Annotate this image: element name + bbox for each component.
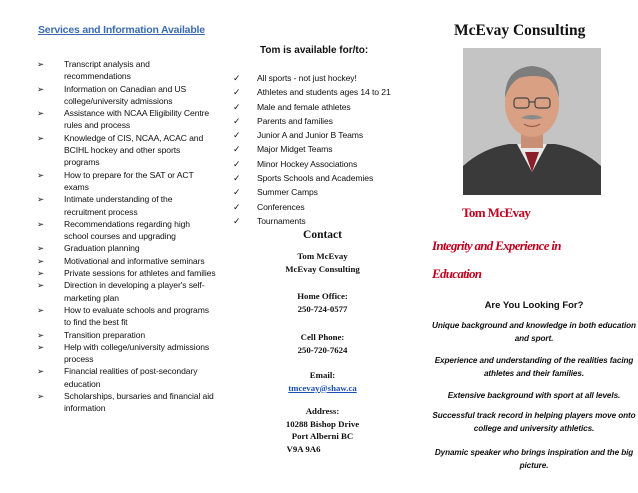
list-item [232, 171, 432, 185]
email-block [215, 369, 430, 394]
cell-block [215, 331, 430, 356]
contact-title: Contact [303, 229, 342, 241]
availability-list [232, 71, 432, 228]
check-icon: ✓ [233, 158, 241, 169]
list-item [232, 157, 432, 171]
arrow-bullet-icon: ➢ [37, 243, 45, 254]
address-block [215, 405, 430, 455]
home-office-phone: 250-724-0577 [297, 303, 348, 314]
list-item-text: Transcript analysis and recommendations [64, 59, 150, 82]
list-item-text: Transition preparation [64, 329, 146, 340]
home-office-label: Home Office: [297, 291, 348, 301]
arrow-bullet-icon: ➢ [37, 366, 45, 377]
arrow-bullet-icon: ➢ [37, 194, 45, 205]
check-icon: ✓ [233, 187, 241, 198]
list-item-text: Major Midget Teams [257, 144, 333, 155]
list-item [36, 169, 216, 194]
list-item [232, 100, 432, 114]
tagline-line2: Education [432, 266, 482, 281]
pitch-point: Successful track record in helping players move onto college and university athletics. [432, 411, 636, 433]
arrow-bullet-icon: ➢ [37, 304, 45, 315]
list-item [36, 83, 216, 108]
check-icon: ✓ [233, 115, 241, 126]
list-item-text: How to prepare for the SAT or ACT exams [64, 169, 194, 192]
check-icon: ✓ [233, 173, 241, 184]
list-item [36, 365, 216, 390]
address-line2: Port Alberni BC [291, 431, 354, 441]
pitch-point: Dynamic speaker who brings inspiration and the big picture. [434, 448, 634, 470]
list-item [36, 132, 216, 169]
list-item-text: Direction in developing a player's self-marketing plan [64, 280, 205, 303]
list-item [36, 341, 216, 366]
list-item-text: How to evaluate schools and programs to find the best fit [64, 304, 209, 328]
list-item [232, 200, 432, 214]
list-item-text: Information on Canadian and US college/university admissions [64, 83, 187, 106]
check-icon: ✓ [233, 101, 241, 112]
arrow-bullet-icon: ➢ [37, 108, 45, 119]
list-item-text: Recommendations regarding high school courses and upgrading [64, 218, 190, 242]
list-item [36, 107, 216, 132]
list-item [36, 218, 216, 243]
list-item [36, 255, 216, 267]
portrait-illustration [463, 48, 601, 195]
list-item-text: Scholarships, bursaries and financial aid information [64, 391, 214, 414]
home-office-block [215, 290, 430, 315]
list-item [36, 279, 216, 304]
arrow-bullet-icon: ➢ [37, 280, 45, 291]
list-item-text: Sports Schools and Academies [257, 173, 374, 184]
arrow-bullet-icon: ➢ [37, 341, 45, 352]
list-item-text: Minor Hockey Associations [257, 158, 358, 169]
arrow-bullet-icon: ➢ [37, 218, 45, 229]
email-link[interactable]: tmcevay@shaw.ca [288, 382, 357, 393]
list-item [36, 242, 216, 254]
address-line1: 10288 Bishop Drive [285, 418, 360, 429]
cell-phone: 250-720-7624 [297, 344, 348, 355]
tagline-line1: Integrity and Experience in [432, 238, 561, 253]
arrow-bullet-icon: ➢ [37, 169, 45, 180]
list-item [36, 390, 216, 415]
contact-name-block [215, 250, 430, 275]
list-item [36, 58, 216, 83]
availability-contact-panel [215, 0, 430, 493]
list-item-text: Knowledge of CIS, NCAA, ACAC and BCIHL hockey and other sports programs [64, 132, 204, 168]
arrow-bullet-icon: ➢ [37, 132, 45, 143]
question-heading: Are You Looking For? [484, 300, 584, 311]
list-item-text: Assistance with NCAA Eligibility Centre rules and process [64, 108, 210, 131]
services-list [36, 58, 216, 415]
arrow-bullet-icon: ➢ [37, 268, 45, 279]
services-panel [0, 0, 215, 493]
check-icon: ✓ [233, 130, 241, 141]
list-item [36, 267, 216, 279]
list-item [232, 214, 432, 228]
pitch-point: Extensive background with sport at all levels. [447, 391, 621, 400]
arrow-bullet-icon: ➢ [37, 83, 45, 94]
list-item-text: Help with college/university admissions process [64, 341, 210, 365]
cover-panel [430, 0, 638, 493]
email-label: Email: [309, 370, 336, 380]
list-item [232, 128, 432, 142]
list-item [36, 304, 216, 329]
list-item [232, 85, 432, 99]
arrow-bullet-icon: ➢ [37, 329, 45, 340]
list-item [36, 329, 216, 341]
check-icon: ✓ [233, 144, 241, 155]
list-item-text: Private sessions for athletes and families [64, 268, 216, 279]
cell-label: Cell Phone: [300, 332, 345, 342]
list-item [232, 185, 432, 199]
list-item-text: Summer Camps [257, 187, 318, 198]
list-item-text: All sports - not just hockey! [257, 73, 357, 83]
list-item-text: Graduation planning [64, 243, 140, 254]
list-item-text: Intimate understanding of the recruitment process [64, 194, 173, 217]
contact-company: McEvay Consulting [285, 263, 360, 274]
list-item-text: Motivational and informative seminars [64, 255, 205, 266]
list-item-text: Athletes and students ages 14 to 21 [257, 87, 391, 98]
list-item [232, 114, 432, 128]
arrow-bullet-icon: ➢ [37, 391, 45, 402]
list-item-text: Financial realities of post-secondary education [64, 366, 198, 389]
list-item-text: Junior A and Junior B Teams [257, 130, 364, 141]
pitch-point: Experience and understanding of the realities facing athletes and their families. [434, 356, 634, 378]
list-item-text: Male and female athletes [257, 101, 351, 112]
list-item [232, 71, 432, 85]
arrow-bullet-icon: ➢ [37, 59, 45, 69]
services-title: Services and Information Available [38, 24, 205, 36]
list-item-text: Parents and families [257, 115, 333, 126]
portrait-photo [463, 48, 601, 195]
availability-title: Tom is available for/to: [260, 45, 369, 56]
list-item-text: Conferences [257, 201, 305, 212]
person-name: Tom McEvay [462, 205, 531, 220]
list-item-text: Tournaments [257, 215, 306, 226]
check-icon: ✓ [233, 87, 241, 98]
pitch-point: Unique background and knowledge in both education and sport. [432, 321, 636, 343]
address-label: Address: [305, 406, 340, 416]
contact-name: Tom McEvay [297, 251, 348, 261]
address-postal: V9A 9A6 [286, 443, 321, 454]
check-icon: ✓ [233, 215, 241, 226]
list-item [36, 193, 216, 218]
brand-title: McEvay Consulting [454, 22, 586, 39]
check-icon: ✓ [233, 73, 241, 83]
arrow-bullet-icon: ➢ [37, 255, 45, 266]
check-icon: ✓ [233, 201, 241, 212]
list-item [232, 142, 432, 156]
